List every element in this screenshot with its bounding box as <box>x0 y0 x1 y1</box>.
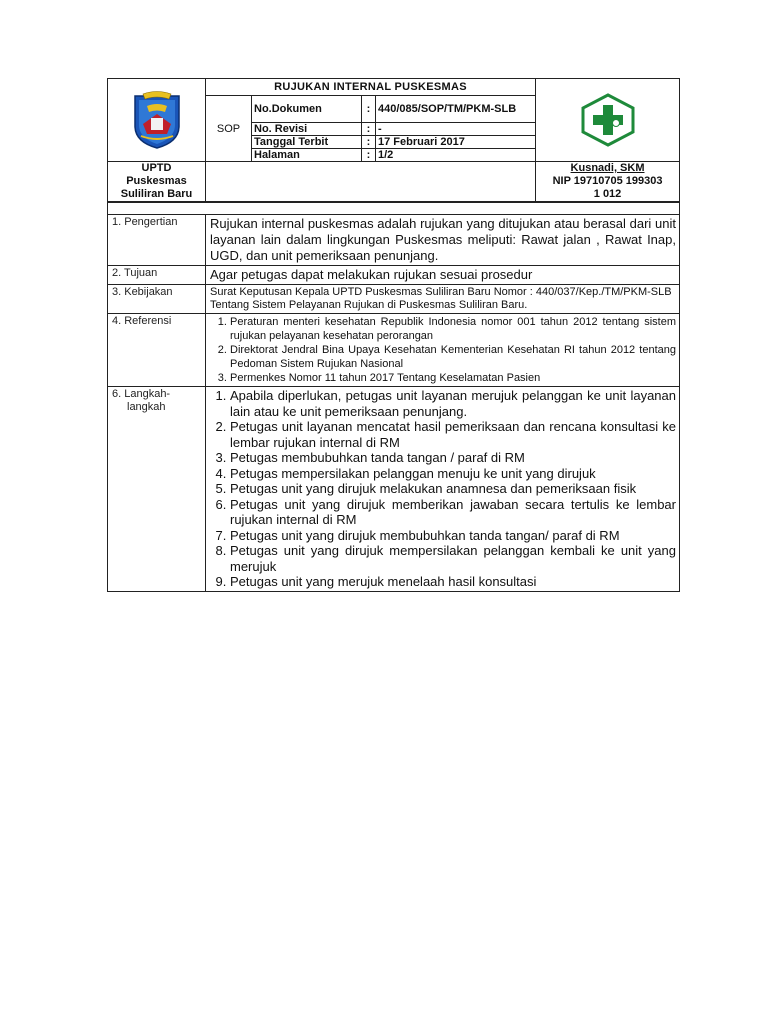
right-logo-cell <box>536 79 680 162</box>
langkah-list-cell <box>206 387 680 592</box>
list-item: 2. Petugas unit layanan mencatat hasil pemeriksaan dan rencana konsultasi ke lembar rujukan internal di RM <box>230 419 676 450</box>
org-line: Suliliran Baru <box>120 188 193 200</box>
kebijakan-label: 3. Kebijakan <box>108 285 206 314</box>
regional-emblem-icon <box>110 90 203 150</box>
list-item: 7. Petugas unit yang dirujuk membubuhkan tanda tangan/ paraf di RM <box>230 528 676 544</box>
page-label: Halaman <box>252 149 362 162</box>
referensi-label: 4. Referensi <box>108 314 206 387</box>
list-item: 9. Petugas unit yang merujuk menelaah hasil konsultasi <box>230 574 676 590</box>
issue-date-value: 17 Februari 2017 <box>376 136 536 149</box>
langkah-label-line: 6. Langkah- <box>112 388 171 400</box>
signer-block <box>536 162 680 202</box>
spacer-row <box>108 203 680 215</box>
list-item: 8. Petugas unit yang dirujuk mempersilakan pelanggan kembali ke unit yang merujuk <box>230 543 676 574</box>
sop-document <box>107 78 679 592</box>
signer-nip-cont: 1 012 <box>593 188 622 200</box>
revision-label: No. Revisi <box>252 123 362 136</box>
org-line: UPTD <box>141 162 172 174</box>
issue-date-label: Tanggal Terbit <box>252 136 362 149</box>
empty-cell <box>206 162 536 202</box>
list-item: 3. Permenkes Nomor 11 tahun 2017 Tentang Keselamatan Pasien <box>230 371 676 385</box>
colon: : <box>362 96 376 123</box>
revision-value: - <box>376 123 536 136</box>
tujuan-text: Agar petugas dapat melakukan rujukan sesuai prosedur <box>206 266 680 285</box>
document-title: RUJUKAN INTERNAL PUSKESMAS <box>206 79 536 96</box>
doc-number-label: No.Dokumen <box>252 96 362 123</box>
colon: : <box>362 136 376 149</box>
header-table <box>107 78 680 202</box>
signer-name: Kusnadi, SKM <box>570 162 645 174</box>
list-item: 3. Petugas membubuhkan tanda tangan / paraf di RM <box>230 450 676 466</box>
pengertian-text: Rujukan internal puskesmas adalah rujukan yang ditujukan atau berasal dari unit layanan lain dalam lingkungan Puskesmas meliputi: Rawat jalan , Rawat Inap, UGD, dan unit pemeriksaan penunjang. <box>206 215 680 266</box>
list-item: 1. Peraturan menteri kesehatan Republik Indonesia nomor 001 tahun 2012 tentang sistem rujukan pelayanan kesehatan perorangan <box>230 315 676 343</box>
list-item: 6. Petugas unit yang dirujuk memberikan jawaban secara tertulis ke lembar rujukan internal di RM <box>230 497 676 528</box>
puskesmas-cross-icon <box>538 93 677 147</box>
langkah-label-line: langkah <box>127 401 166 413</box>
referensi-list-cell <box>206 314 680 387</box>
pengertian-label: 1. Pengertian <box>108 215 206 266</box>
referensi-list <box>210 315 676 385</box>
doc-number-value: 440/085/SOP/TM/PKM-SLB <box>376 96 536 123</box>
page-value: 1/2 <box>376 149 536 162</box>
langkah-label <box>108 387 206 592</box>
colon: : <box>362 123 376 136</box>
org-line: Puskesmas <box>126 175 187 187</box>
list-item: 1. Apabila diperlukan, petugas unit layanan merujuk pelanggan ke unit layanan lain atau ke unit pemeriksaan penunjang. <box>230 388 676 419</box>
kebijakan-text: Surat Keputusan Kepala UPTD Puskesmas Suliliran Baru Nomor : 440/037/Kep./TM/PKM-SLB Tentang Sistem Pelayanan Rujukan di Puskesmas Suliliran Baru. <box>206 285 680 314</box>
organization-name <box>108 162 206 202</box>
content-table <box>107 202 680 592</box>
signer-nip: NIP 19710705 199303 <box>552 175 663 187</box>
list-item: 2. Direktorat Jendral Bina Upaya Kesehatan Kementerian Kesehatan RI tahun 2012 tentang Pedoman Sistem Rujukan Nasional <box>230 343 676 371</box>
list-item: 4. Petugas mempersilakan pelanggan menuju ke unit yang dirujuk <box>230 466 676 482</box>
langkah-list <box>210 388 676 590</box>
sop-label: SOP <box>206 96 252 162</box>
list-item: 5. Petugas unit yang dirujuk melakukan anamnesa dan pemeriksaan fisik <box>230 481 676 497</box>
colon: : <box>362 149 376 162</box>
tujuan-label: 2. Tujuan <box>108 266 206 285</box>
left-logo-cell <box>108 79 206 162</box>
